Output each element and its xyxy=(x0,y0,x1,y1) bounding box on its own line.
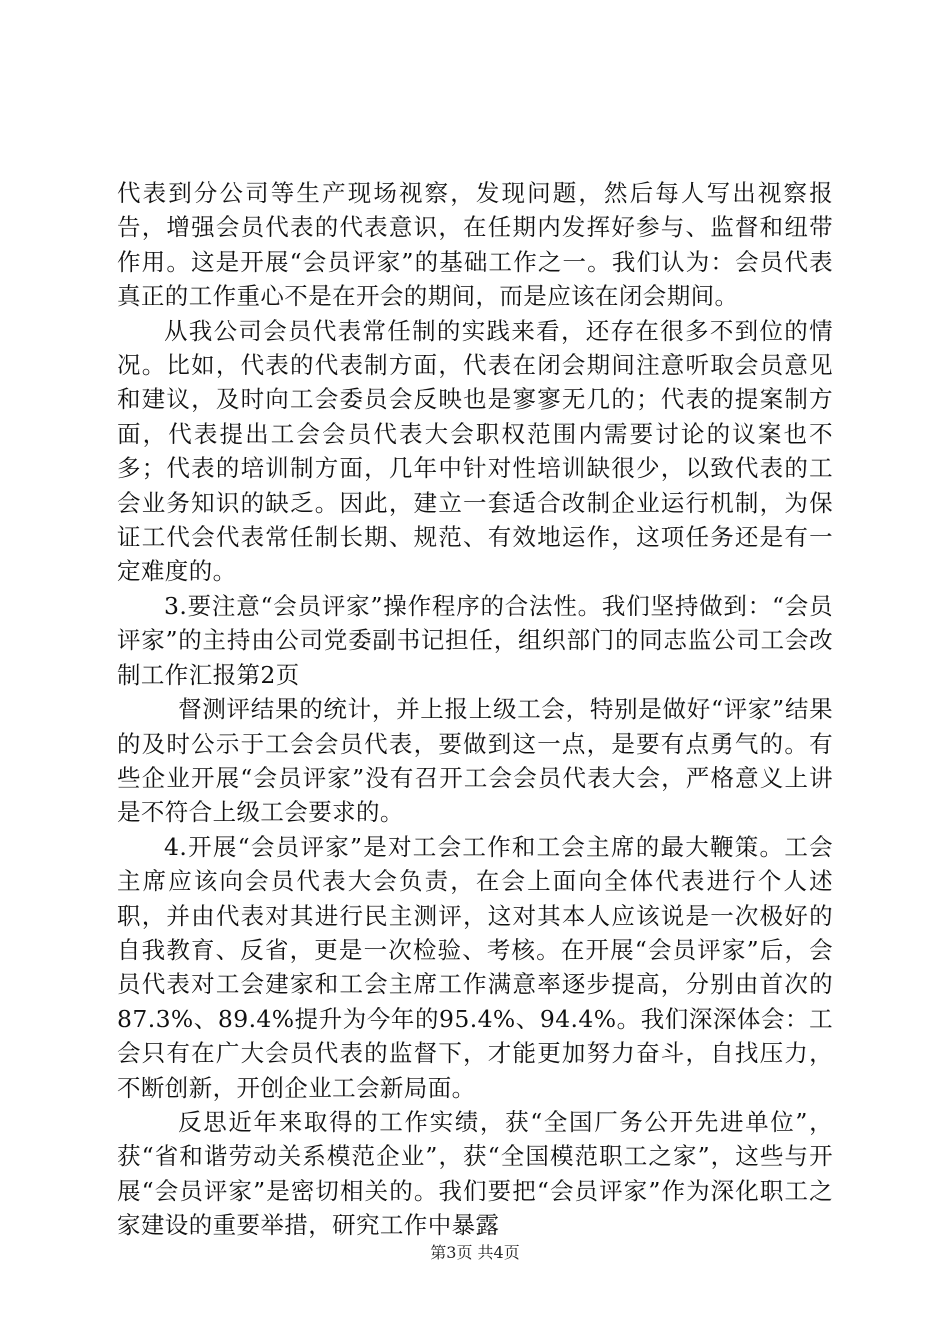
page-number-footer: 第3页 共4页 xyxy=(430,1243,520,1262)
paragraph-3: 3.要注意“会员评家”操作程序的合法性。我们坚持做到：“会员评家”的主持由公司党委副书记担任，组织部门的同志监公司工会改制工作汇报第2页 xyxy=(117,591,833,689)
document-body xyxy=(117,176,833,1243)
paragraph-1: 代表到分公司等生产现场视察，发现问题，然后每人写出视察报告，增强会员代表的代表意识，在任期内发挥好参与、监督和纽带作用。这是开展“会员评家”的基础工作之一。我们认为：会员代表真正的工作重心不是在开会的期间，而是应该在闭会期间。 xyxy=(117,179,833,311)
paragraph-2: 从我公司会员代表常任制的实践来看，还存在很多不到位的情况。比如，代表的代表制方面，代表在闭会期间注意听取会员意见和建议，及时向工会委员会反映也是寥寥无几的；代表的提案制方面，代表提出工会会员代表大会职权范围内需要讨论的议案也不多；代表的培训制方面，几年中针对性培训缺很少，以致代表的工会业务知识的缺乏。因此，建立一套适合改制企业运行机制，为保证工代会代表常任制长期、规范、有效地运作，这项任务还是有一定难度的。 xyxy=(117,316,833,586)
paragraph-6: 反思近年来取得的工作实绩，获“全国厂务公开先进单位”，获“省和谐劳动关系模范企业”，获“全国模范职工之家”，这些与开展“会员评家”是密切相关的。我们要把“会员评家”作为深化职工之家建设的重要举措，研究工作中暴露 xyxy=(117,1107,833,1240)
paragraph-4: 督测评结果的统计，并上报上级工会，特别是做好“评家”结果的及时公示于工会会员代表，要做到这一点，是要有点勇气的。有些企业开展“会员评家”没有召开工会会员代表大会，严格意义上讲是不符合上级工会要求的。 xyxy=(117,695,833,827)
paragraph-5: 4.开展“会员评家”是对工会工作和工会主席的最大鞭策。工会主席应该向会员代表大会负责，在会上面向全体代表进行个人述职，并由代表对其进行民主测评，这对其本人应该说是一次极好的自我教育、反省，更是一次检验、考核。在开展“会员评家”后，会员代表对工会建家和工会主席工作满意率逐步提高，分别由首次的87.3%、89.4%提升为今年的95.4%、94.4%。我们深深体会：工会只有在广大会员代表的监督下，才能更加努力奋斗，自找压力，不断创新，开创企业工会新局面。 xyxy=(117,832,833,1102)
